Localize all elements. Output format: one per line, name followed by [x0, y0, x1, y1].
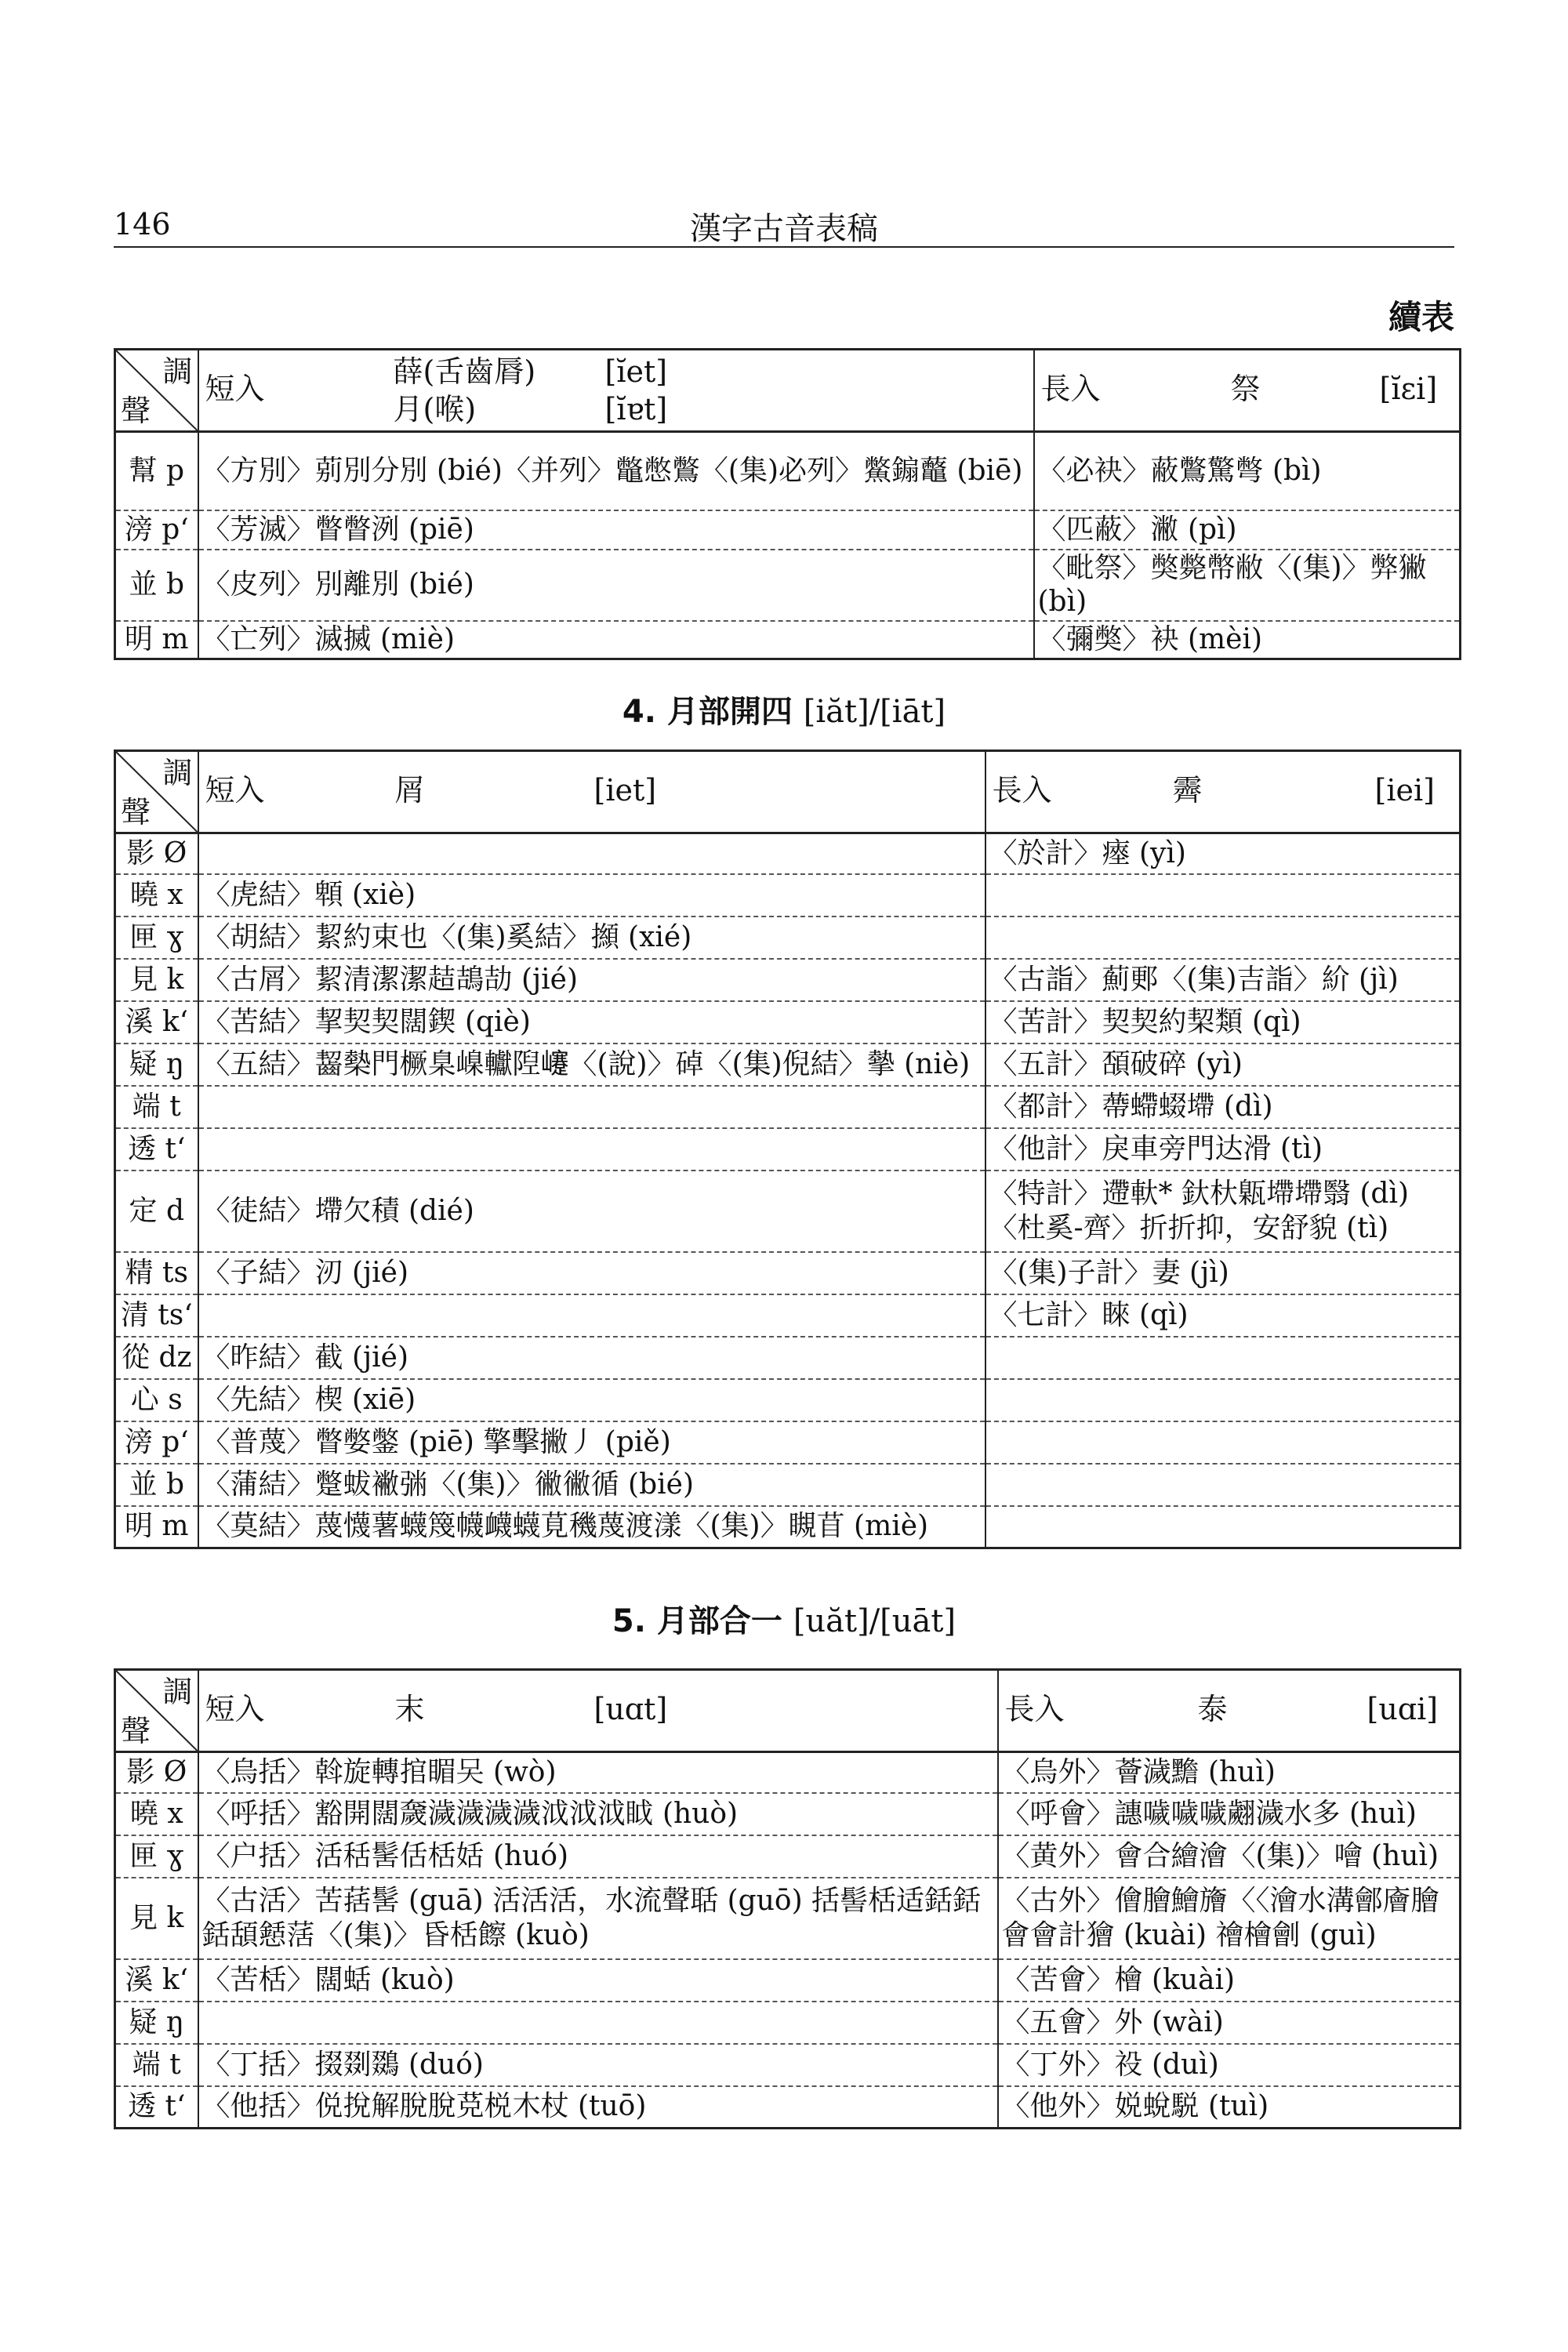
short-label: 短入 — [205, 372, 265, 406]
short-entering-cell: 〈苦栝〉闊蛞 (kuò) — [198, 1959, 998, 2002]
long-entering-header — [985, 751, 1461, 833]
rhyme-table-3 — [114, 1668, 1461, 2129]
long-entering-cell: 〈黄外〉會合繪澮〈(集)〉噲 (huì) — [998, 1835, 1461, 1878]
table-row — [115, 1464, 1461, 1506]
long-entering-cell — [985, 1337, 1461, 1379]
long-entering-cell — [985, 874, 1461, 916]
initial-cell: 清 ts‘ — [115, 1294, 198, 1337]
short-entering-cell: 〈蒲結〉蹩蛂襒㢼〈(集)〉徶徶循 (bié) — [198, 1464, 985, 1506]
initial-cell: 疑 ŋ — [115, 2002, 198, 2044]
table-header-row — [115, 1670, 1461, 1752]
table-header-row — [115, 751, 1461, 833]
long-entering-cell: 〈彌獘〉袂 (mèi) — [1034, 621, 1461, 659]
initial-cell: 影 Ø — [115, 1752, 198, 1793]
page-header — [114, 194, 1454, 248]
short-ipa-1: [ĭet] — [604, 354, 668, 389]
table-row — [115, 1506, 1461, 1548]
initial-cell: 影 Ø — [115, 833, 198, 874]
corner-top-label: 調 — [162, 1675, 193, 1709]
long-entering-cell — [985, 1421, 1461, 1464]
initial-cell: 精 ts — [115, 1252, 198, 1294]
initial-cell: 見 k — [115, 1878, 198, 1959]
table-header-row — [115, 350, 1461, 432]
long-label: 長入 — [1040, 372, 1101, 406]
short-entering-cell: 〈莫結〉蔑懱薯蠛篾幭衊蠛莧穖蔑渡漾〈(集)〉瞡苜 (miè) — [198, 1506, 985, 1548]
initial-cell: 見 k — [115, 959, 198, 1001]
short-entering-cell: 〈胡結〉絜約束也〈(集)奚結〉㩪 (xié) — [198, 916, 985, 959]
long-ipa: [ĭɛi] — [1379, 372, 1438, 406]
short-entering-cell: 〈徒結〉墆欠積 (dié) — [198, 1171, 985, 1252]
short-entering-cell: 〈先結〉楔 (xiē) — [198, 1379, 985, 1421]
short-entering-cell: 〈古活〉苦葀髺 (guā) 活活活，水流聲聒 (guō) 括髻栝适銛銛銛頢懖萿〈(集)〉昏栝𩟔 (kuò) — [198, 1878, 998, 1959]
short-entering-cell — [198, 2002, 998, 2044]
short-entering-cell: 〈户括〉活秳髺佸栝姡 (huó) — [198, 1835, 998, 1878]
corner-cell — [115, 350, 198, 432]
table-row — [115, 1128, 1461, 1171]
initial-cell: 透 t‘ — [115, 2086, 198, 2129]
initial-cell: 並 b — [115, 550, 198, 622]
initial-cell: 幫 p — [115, 432, 198, 510]
initial-cell: 曉 x — [115, 874, 198, 916]
initial-cell: 明 m — [115, 621, 198, 659]
rhyme-table-2 — [114, 750, 1461, 1549]
table-row — [115, 916, 1461, 959]
table-row — [115, 2086, 1461, 2129]
short-entering-cell: 〈虎結〉䫌 (xiè) — [198, 874, 985, 916]
initial-cell: 疑 ŋ — [115, 1044, 198, 1086]
long-entering-cell: 〈五計〉䫊破碎 (yì) — [985, 1044, 1461, 1086]
table-row — [115, 1959, 1461, 2002]
section-5-ipa: [uăt]/[uāt] — [793, 1603, 956, 1639]
table-row — [115, 833, 1461, 874]
long-entering-cell: 〈都計〉蔕螮蝃墆 (dì) — [985, 1086, 1461, 1128]
table-row — [115, 874, 1461, 916]
short-entering-cell: 〈普蔑〉瞥嫳鐅 (piē) 擎擊撇丿 (piě) — [198, 1421, 985, 1464]
table-row — [115, 1421, 1461, 1464]
section-4-heading: 4. 月部開四 — [622, 694, 793, 730]
table-row — [115, 1044, 1461, 1086]
long-entering-cell: 〈他外〉娧蛻駾 (tuì) — [998, 2086, 1461, 2129]
long-rhyme: 泰 — [1197, 1692, 1228, 1726]
long-entering-cell: 〈特計〉遰軑* 釱杕甈墆墆翳 (dì)〈杜奚-齊〉折折抑，安舒貌 (tì) — [985, 1171, 1461, 1252]
long-entering-cell: 〈於計〉瘞 (yì) — [985, 833, 1461, 874]
table-row — [115, 1337, 1461, 1379]
corner-bottom-label: 聲 — [121, 794, 151, 829]
long-entering-cell — [985, 1379, 1461, 1421]
short-ipa: [uɑt] — [593, 1692, 668, 1726]
short-entering-cell: 〈古屑〉絜清潔潔趌鴶劼 (jié) — [198, 959, 985, 1001]
long-entering-cell: 〈烏外〉薈濊黵 (huì) — [998, 1752, 1461, 1793]
initial-cell: 明 m — [115, 1506, 198, 1548]
table-row — [115, 1379, 1461, 1421]
corner-bottom-label: 聲 — [121, 393, 151, 428]
short-entering-cell: 〈他括〉侻挩解脫脫莌棁木杖 (tuō) — [198, 2086, 998, 2129]
long-entering-cell: 〈(集)子計〉妻 (jì) — [985, 1252, 1461, 1294]
table-row — [115, 1171, 1461, 1252]
corner-cell — [115, 751, 198, 833]
long-entering-cell — [985, 916, 1461, 959]
short-entering-cell: 〈亡列〉滅搣 (miè) — [198, 621, 1034, 659]
table-row — [115, 621, 1461, 659]
corner-cell — [115, 1670, 198, 1752]
table-row — [115, 959, 1461, 1001]
short-entering-cell: 〈五結〉齧槷門橛臬嵲䡾隉𡾰〈(說)〉䂽〈(集)倪結〉摰 (niè) — [198, 1044, 985, 1086]
table-row — [115, 2044, 1461, 2086]
book-title: 漢字古音表稿 — [690, 211, 878, 247]
initial-cell: 從 dz — [115, 1337, 198, 1379]
short-label: 短入 — [205, 1692, 265, 1726]
long-entering-cell: 〈苦計〉契契約栔類 (qì) — [985, 1001, 1461, 1044]
long-entering-cell: 〈必袂〉蔽鷩驚彆 (bì) — [1034, 432, 1461, 510]
long-label: 長入 — [1004, 1692, 1065, 1726]
initial-cell: 匣 ɣ — [115, 916, 198, 959]
table-row — [115, 1878, 1461, 1959]
short-entering-cell — [198, 1128, 985, 1171]
section-5-heading: 5. 月部合一 — [612, 1603, 782, 1639]
table-row — [115, 1001, 1461, 1044]
long-entering-cell: 〈丁外〉祋 (duì) — [998, 2044, 1461, 2086]
short-label: 短入 — [205, 773, 265, 808]
initial-cell: 曉 x — [115, 1793, 198, 1835]
long-entering-cell: 〈匹蔽〉潎 (pì) — [1034, 510, 1461, 550]
long-entering-cell: 〈古外〉儈膾鱠旝〈〈澮水溝鄶廥膾會會計獪 (kuài) 禬檜劊 (guì) — [998, 1878, 1461, 1959]
table-row — [115, 1086, 1461, 1128]
corner-top-label: 調 — [162, 354, 193, 389]
section-4-ipa: [iăt]/[iāt] — [803, 694, 946, 730]
short-rhyme-2: 月(喉) — [393, 392, 477, 426]
short-entering-cell: 〈苦結〉挈契契闊鍥 (qiè) — [198, 1001, 985, 1044]
short-entering-cell — [198, 1086, 985, 1128]
initial-cell: 定 d — [115, 1171, 198, 1252]
long-entering-cell: 〈七計〉睞 (qì) — [985, 1294, 1461, 1337]
short-entering-cell: 〈呼括〉豁開闊奯濊濊濊濊泧泧泧眓 (huò) — [198, 1793, 998, 1835]
long-entering-cell: 〈他計〉戾車旁門达滑 (tì) — [985, 1128, 1461, 1171]
short-entering-cell: 〈丁括〉掇剟鵽 (duó) — [198, 2044, 998, 2086]
short-ipa-2: [ĭɐt] — [604, 392, 668, 426]
long-rhyme: 霽 — [1172, 773, 1203, 808]
page-number: 146 — [114, 207, 171, 241]
corner-bottom-label: 聲 — [121, 1713, 151, 1748]
long-entering-cell: 〈古詣〉薊郠〈(集)吉詣〉紒 (jì) — [985, 959, 1461, 1001]
short-ipa: [iet] — [593, 773, 657, 808]
table-row — [115, 550, 1461, 622]
initial-cell: 溪 k‘ — [115, 1001, 198, 1044]
short-entering-cell: 〈烏括〉斡旋轉捾睸㕦 (wò) — [198, 1752, 998, 1793]
long-entering-header — [1034, 350, 1461, 432]
long-entering-cell: 〈苦會〉檜 (kuài) — [998, 1959, 1461, 2002]
short-entering-header — [198, 751, 985, 833]
section-4-title — [0, 687, 1568, 731]
long-entering-cell: 〈五會〉外 (wài) — [998, 2002, 1461, 2044]
table-row — [115, 1294, 1461, 1337]
initial-cell: 端 t — [115, 1086, 198, 1128]
short-entering-cell: 〈皮列〉別離別 (bié) — [198, 550, 1034, 622]
short-rhyme: 屑 — [394, 773, 425, 808]
table-row — [115, 1752, 1461, 1793]
long-entering-header — [998, 1670, 1461, 1752]
section-5-title — [0, 1596, 1568, 1641]
corner-top-label: 調 — [162, 756, 193, 790]
table-row — [115, 432, 1461, 510]
rhyme-table-1 — [114, 348, 1461, 660]
long-label: 長入 — [992, 773, 1052, 808]
table-row — [115, 1793, 1461, 1835]
short-entering-cell — [198, 1294, 985, 1337]
initial-cell: 匣 ɣ — [115, 1835, 198, 1878]
initial-cell: 心 s — [115, 1379, 198, 1421]
continued-label: 續表 — [1388, 298, 1454, 336]
initial-cell: 透 t‘ — [115, 1128, 198, 1171]
initial-cell: 並 b — [115, 1464, 198, 1506]
short-rhyme-1: 薛(舌齒脣) — [393, 354, 536, 389]
table-row — [115, 510, 1461, 550]
table-row — [115, 1835, 1461, 1878]
short-entering-cell: 〈昨結〉截 (jié) — [198, 1337, 985, 1379]
initial-cell: 滂 p‘ — [115, 1421, 198, 1464]
initial-cell: 端 t — [115, 2044, 198, 2086]
long-entering-cell: 〈呼會〉譓噦噦噦翽濊水多 (huì) — [998, 1793, 1461, 1835]
short-entering-cell — [198, 833, 985, 874]
long-entering-cell — [985, 1506, 1461, 1548]
short-entering-header — [198, 1670, 998, 1752]
long-entering-cell — [985, 1464, 1461, 1506]
initial-cell: 滂 p‘ — [115, 510, 198, 550]
table-row — [115, 1252, 1461, 1294]
short-entering-header — [198, 350, 1034, 432]
long-ipa: [uɑi] — [1367, 1692, 1439, 1726]
short-entering-cell: 〈芳滅〉瞥瞥洌 (piē) — [198, 510, 1034, 550]
initial-cell: 溪 k‘ — [115, 1959, 198, 2002]
short-rhyme: 末 — [394, 1692, 425, 1726]
long-entering-cell: 〈毗祭〉獘斃幣敝〈(集)〉弊獙 (bì) — [1034, 550, 1461, 622]
long-ipa: [iei] — [1374, 773, 1435, 808]
short-entering-cell: 〈子結〉㲽 (jié) — [198, 1252, 985, 1294]
long-rhyme: 祭 — [1230, 372, 1261, 406]
short-entering-cell: 〈方別〉莂別分別 (bié)〈并列〉鼈憋鷩〈(集)必列〉鱉䥇虌 (biē) — [198, 432, 1034, 510]
table-row — [115, 2002, 1461, 2044]
